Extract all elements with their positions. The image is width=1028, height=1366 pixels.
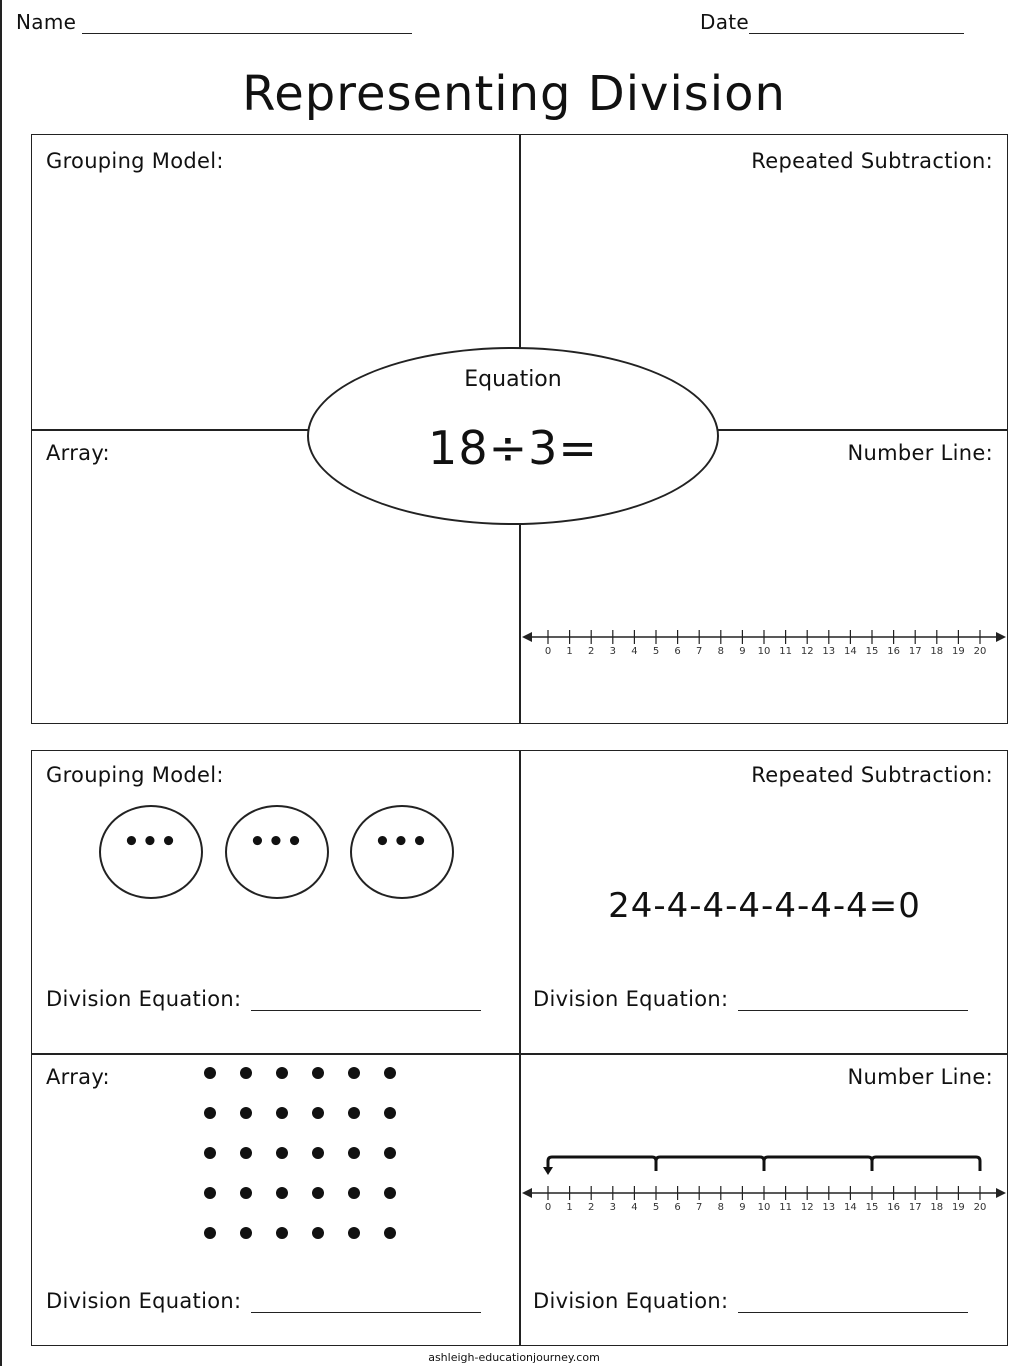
tick-label: 15 (865, 646, 879, 657)
tick-label: 14 (844, 1202, 857, 1213)
grouping-model-label: Grouping Model: (46, 149, 224, 173)
tick-label: 0 (544, 1202, 552, 1213)
tick-label: 3 (609, 646, 616, 657)
tick-label: 16 (887, 646, 900, 657)
array-dot (204, 1107, 216, 1119)
tick-label: 2 (588, 1202, 595, 1213)
jump-arc (764, 1157, 872, 1171)
jump-arc (872, 1157, 980, 1171)
array-dot (204, 1227, 216, 1239)
tick-label: 0 (544, 646, 552, 657)
tick-label: 10 (757, 646, 771, 657)
array-dot (204, 1187, 216, 1199)
arrow-left-icon (522, 1188, 532, 1198)
array-dot (276, 1227, 288, 1239)
subtraction-expression: 24-4-4-4-4-4-4=0 (608, 886, 921, 926)
array-dot (240, 1147, 252, 1159)
array-dot (276, 1187, 288, 1199)
tick-label: 4 (631, 1202, 638, 1213)
group-dots: ••• (123, 827, 179, 857)
jump-arc (656, 1157, 764, 1171)
array-label: Array: (46, 441, 110, 465)
division-equation-label: Division Equation: (46, 1289, 242, 1313)
grouping-model-label: Grouping Model: (46, 763, 224, 787)
array-dot (312, 1147, 324, 1159)
tick-label: 20 (973, 1202, 987, 1213)
tick-label: 7 (696, 1202, 703, 1213)
number-line-label: Number Line: (847, 1065, 993, 1089)
array-dot (348, 1067, 360, 1079)
answer-blank[interactable] (251, 1294, 481, 1313)
array-dot (312, 1227, 324, 1239)
group-dots: ••• (249, 827, 305, 857)
arrow-right-icon (996, 1188, 1006, 1198)
tick-label: 3 (609, 1202, 616, 1213)
answer-blank[interactable] (738, 992, 968, 1011)
horizontal-divider (32, 1053, 1007, 1055)
tick-label: 6 (674, 646, 681, 657)
tick-label: 10 (757, 1202, 771, 1213)
array-dot (312, 1067, 324, 1079)
page-title: Representing Division (242, 66, 786, 122)
tick-label: 19 (952, 1202, 965, 1213)
page-border (0, 0, 2, 1366)
array-dot (276, 1067, 288, 1079)
tick-label: 11 (779, 646, 792, 657)
division-equation-number-line[interactable] (533, 1289, 968, 1313)
tick-label: 18 (930, 1202, 944, 1213)
group-dots: ••• (374, 827, 430, 857)
array-dot (348, 1107, 360, 1119)
jump-arc (548, 1157, 656, 1171)
dot-array (32, 751, 519, 1051)
repeated-subtraction-label: Repeated Subtraction: (751, 763, 993, 787)
tick-label: 15 (865, 1202, 879, 1213)
tick-label: 17 (908, 646, 922, 657)
equation-value: 18÷3= (428, 421, 598, 475)
jump-arrowhead-icon (543, 1167, 553, 1175)
division-equation-subtraction[interactable] (533, 987, 968, 1011)
array-dot (240, 1067, 252, 1079)
array-dot (204, 1067, 216, 1079)
division-equation-array[interactable] (46, 1289, 481, 1313)
array-dot (384, 1147, 396, 1159)
number-line-label: Number Line: (847, 441, 993, 465)
name-field[interactable] (16, 10, 412, 34)
array-dot (348, 1227, 360, 1239)
tick-label: 19 (952, 646, 965, 657)
array-dot (240, 1187, 252, 1199)
tick-label: 1 (566, 646, 573, 657)
tick-label: 13 (822, 646, 836, 657)
tick-label: 7 (696, 646, 703, 657)
array-dot (240, 1227, 252, 1239)
tick-label: 1 (566, 1202, 573, 1213)
tick-label: 16 (887, 1202, 900, 1213)
tick-label: 13 (822, 1202, 836, 1213)
tick-label: 8 (717, 1202, 724, 1213)
tick-label: 5 (652, 646, 660, 657)
arrow-left-icon (522, 632, 532, 642)
tick-label: 9 (739, 1202, 746, 1213)
vertical-divider (519, 751, 521, 1345)
division-equation-label: Division Equation: (533, 987, 729, 1011)
array-dot (384, 1107, 396, 1119)
equation-ellipse (307, 347, 719, 525)
tick-label: 17 (908, 1202, 922, 1213)
array-dot (384, 1187, 396, 1199)
tick-label: 18 (930, 646, 944, 657)
date-blank[interactable] (749, 13, 964, 34)
tick-label: 20 (973, 646, 987, 657)
arrow-right-icon (996, 632, 1006, 642)
tick-label: 6 (674, 1202, 681, 1213)
tick-label: 12 (800, 646, 814, 657)
top-panel (31, 134, 1008, 724)
array-dot (312, 1107, 324, 1119)
tick-label: 9 (739, 646, 746, 657)
array-dot (384, 1067, 396, 1079)
bottom-panel (31, 750, 1008, 1346)
array-dot (348, 1147, 360, 1159)
array-dot (312, 1187, 324, 1199)
array-dot (204, 1147, 216, 1159)
tick-label: 12 (800, 1202, 814, 1213)
tick-label: 2 (588, 646, 595, 657)
answer-blank[interactable] (738, 1294, 968, 1313)
footer-url: ashleigh-educationjourney.com (428, 1351, 600, 1364)
number-line-top (520, 619, 1007, 659)
name-blank[interactable] (82, 13, 412, 34)
tick-label: 4 (631, 646, 638, 657)
array-label: Array: (46, 1065, 110, 1089)
tick-label: 11 (779, 1202, 792, 1213)
number-line-bottom (520, 1141, 1007, 1221)
array-dot (276, 1107, 288, 1119)
division-equation-label: Division Equation: (533, 1289, 729, 1313)
array-dot (276, 1147, 288, 1159)
name-label: Name (16, 10, 77, 34)
tick-label: 5 (652, 1202, 660, 1213)
repeated-subtraction-label: Repeated Subtraction: (751, 149, 993, 173)
date-label: Date (700, 10, 750, 34)
array-dot (384, 1227, 396, 1239)
tick-label: 14 (844, 646, 857, 657)
tick-label: 8 (717, 646, 724, 657)
equation-title: Equation (464, 367, 562, 392)
division-equation-label: Division Equation: (46, 987, 242, 1011)
array-dot (348, 1187, 360, 1199)
array-dot (240, 1107, 252, 1119)
date-field[interactable] (700, 10, 964, 34)
